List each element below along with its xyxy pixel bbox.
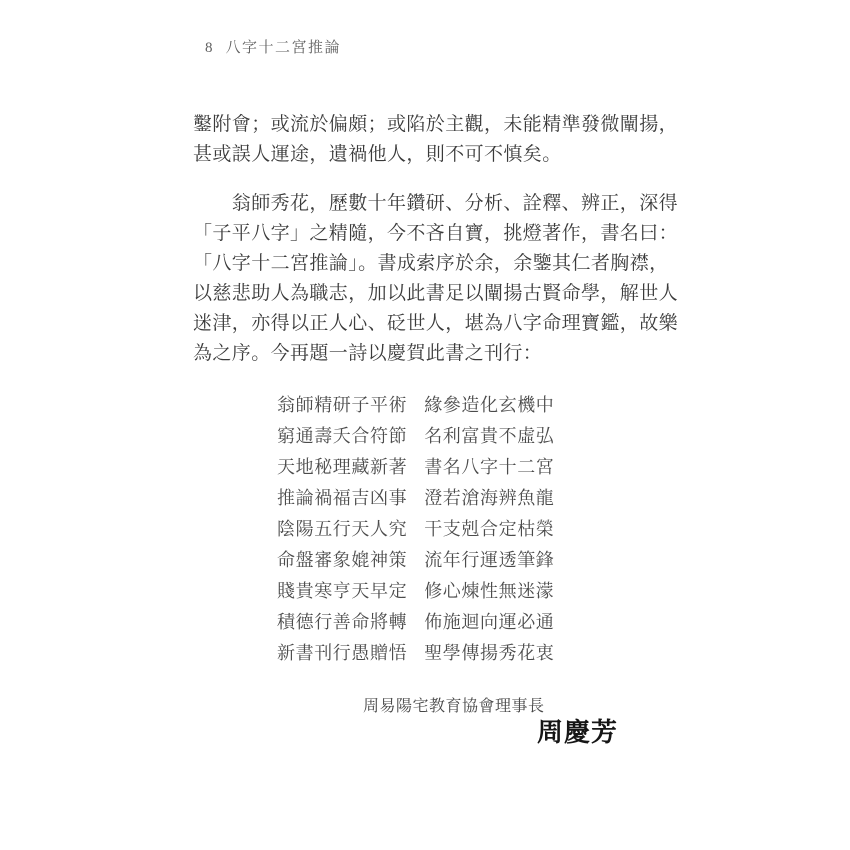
poem-left-verse: 翁師精研子平術 xyxy=(277,395,408,415)
poem-right-verse: 聖學傳揚秀花衷 xyxy=(424,643,555,663)
poem-row xyxy=(277,638,554,669)
text-line: 以慈悲助人為職志，加以此書足以闡揚古賢命學，解世人 xyxy=(193,283,679,304)
poem-right-verse: 澄若滄海辨魚龍 xyxy=(424,488,555,508)
text-line: 迷津，亦得以正人心、砭世人，堪為八字命理寶鑑，故樂 xyxy=(193,313,679,334)
poem-left-verse: 賤貴寒亨天早定 xyxy=(277,581,408,601)
text-line: 「八字十二宮推論」。書成索序於余，余鑒其仁者胸襟， xyxy=(193,253,669,274)
poem-left-verse: 陰陽五行天人究 xyxy=(277,519,408,539)
text-line: 鑿附會；或流於偏頗；或陷於主觀，未能精準發微闡揚， xyxy=(193,114,679,135)
signer-name: 周慶芳 xyxy=(537,718,619,747)
poem-row xyxy=(277,545,554,576)
poem-right-verse: 干支剋合定枯榮 xyxy=(424,519,555,539)
dedication-poem xyxy=(277,390,554,669)
poem-row xyxy=(277,576,554,607)
paragraph-1 xyxy=(193,110,679,170)
text-line: 「子平八字」之精隨，今不吝自寶，挑燈著作，書名曰： xyxy=(193,223,679,244)
poem-left-verse: 窮通壽夭合符節 xyxy=(277,426,408,446)
text-line: 甚或誤人運途，遺禍他人，則不可不慎矣。 xyxy=(193,144,562,165)
page-number: 8 xyxy=(205,40,213,56)
poem-row xyxy=(277,607,554,638)
poem-row xyxy=(277,452,554,483)
poem-row xyxy=(277,421,554,452)
poem-row xyxy=(277,514,554,545)
poem-left-verse: 天地秘理藏新著 xyxy=(277,457,408,477)
poem-right-verse: 流年行運透筆鋒 xyxy=(424,550,555,570)
poem-right-verse: 書名八字十二宮 xyxy=(424,457,555,477)
running-head-title: 八字十二宮推論 xyxy=(225,40,342,56)
text-line: 為之序。今再題一詩以慶賀此書之刊行： xyxy=(193,343,543,364)
poem-left-verse: 積德行善命將轉 xyxy=(277,612,408,632)
running-head xyxy=(205,36,341,57)
poem-row xyxy=(277,390,554,421)
poem-right-verse: 佈施迴向運必通 xyxy=(424,612,555,632)
poem-left-verse: 新書刊行愚贈悟 xyxy=(277,643,408,663)
poem-right-verse: 名利富貴不虛弘 xyxy=(424,426,555,446)
poem-right-verse: 修心煉性無迷濛 xyxy=(424,581,555,601)
poem-left-verse: 命盤審象媲神策 xyxy=(277,550,408,570)
poem-right-verse: 緣參造化玄機中 xyxy=(424,395,555,415)
paragraph-2 xyxy=(193,189,679,369)
poem-row xyxy=(277,483,554,514)
poem-left-verse: 推論禍福吉凶事 xyxy=(277,488,408,508)
signer-title: 周易陽宅教育協會理事長 xyxy=(363,698,545,715)
text-line: 翁師秀花，歷數十年鑽研、分析、詮釋、辨正，深得 xyxy=(193,193,679,214)
